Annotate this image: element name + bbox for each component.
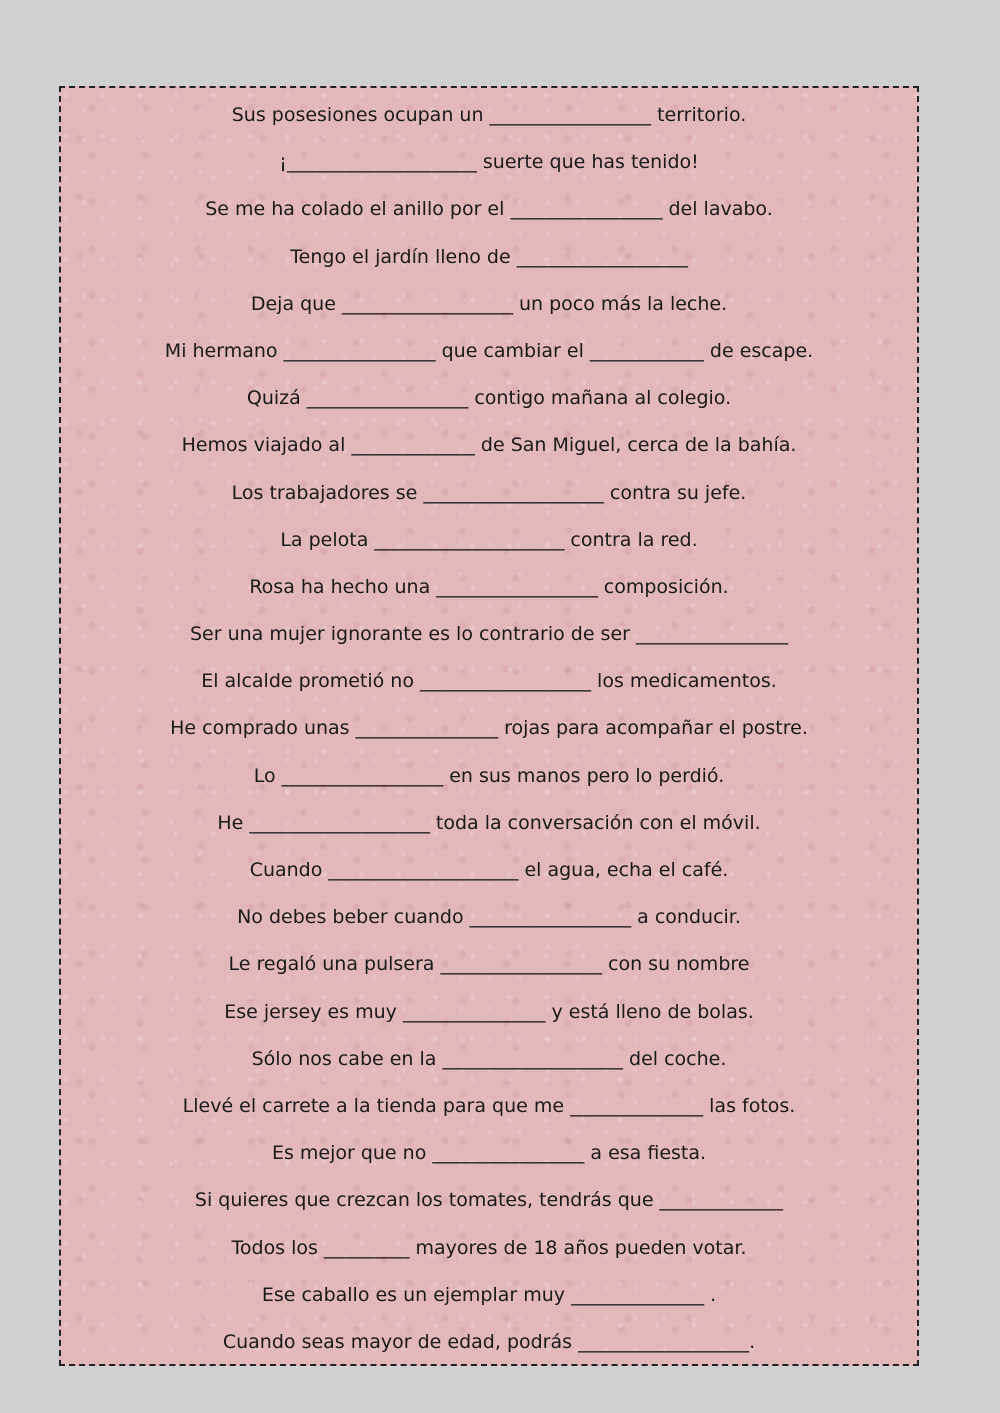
sentence-18: No debes beber cuando _________________ a conducir. [237,906,741,929]
sentence-23: Es mejor que no ________________ a esa fiesta. [271,1142,707,1165]
sentence-17: Cuando ____________________ el agua, echa el café. [249,859,729,881]
sentence-19: Le regaló una pulsera _________________ con su nombre [228,953,750,976]
sentence-9: Los trabajadores se ___________________ contra su jefe. [231,481,747,504]
sentence-16: He ___________________ toda la conversación con el móvil. [217,811,761,834]
sentence-10: La pelota ____________________ contra la red. [280,528,698,551]
sentence-25: Todos los _________ mayores de 18 años pueden votar. [231,1236,747,1259]
sentence-26: Ese caballo es un ejemplar muy ______________ . [261,1283,717,1306]
sentence-14: He comprado unas _______________ rojas para acompañar el postre. [170,717,808,740]
sentence-22: Llevé el carrete a la tienda para que me ______________ las fotos. [182,1094,796,1117]
sentence-list [61,92,917,1366]
sentence-4: Tengo el jardín lleno de __________________ [290,245,688,268]
sentence-7: Quizá _________________ contigo mañana al colegio. [246,387,732,410]
sentence-2: ¡____________________ suerte que has tenido! [279,151,699,174]
worksheet-card [59,86,919,1366]
sentence-1: Sus posesiones ocupan un _________________ territorio. [231,104,747,126]
sentence-13: El alcalde prometió no __________________ los medicamentos. [201,670,777,693]
sentence-12: Ser una mujer ignorante es lo contrario de ser ________________ [190,623,788,646]
sentence-24: Si quieres que crezcan los tomates, tendrás que _____________ [194,1189,784,1212]
sentence-15: Lo _________________ en sus manos pero lo perdió. [253,764,725,787]
sentence-11: Rosa ha hecho una _________________ composición. [249,575,729,598]
sentence-20: Ese jersey es muy _______________ y está lleno de bolas. [224,1000,754,1023]
sentence-8: Hemos viajado al _____________ de San Miguel, cerca de la bahía. [181,434,797,457]
sentence-5: Deja que __________________ un poco más la leche. [250,292,728,315]
sentence-6: Mi hermano ________________ que cambiar el ____________ de escape. [164,339,814,362]
sentence-27: Cuando seas mayor de edad, podrás __________________. [222,1330,756,1353]
sentence-3: Se me ha colado el anillo por el ________________ del lavabo. [205,198,773,221]
sentence-21: Sólo nos cabe en la ___________________ del coche. [251,1047,727,1070]
